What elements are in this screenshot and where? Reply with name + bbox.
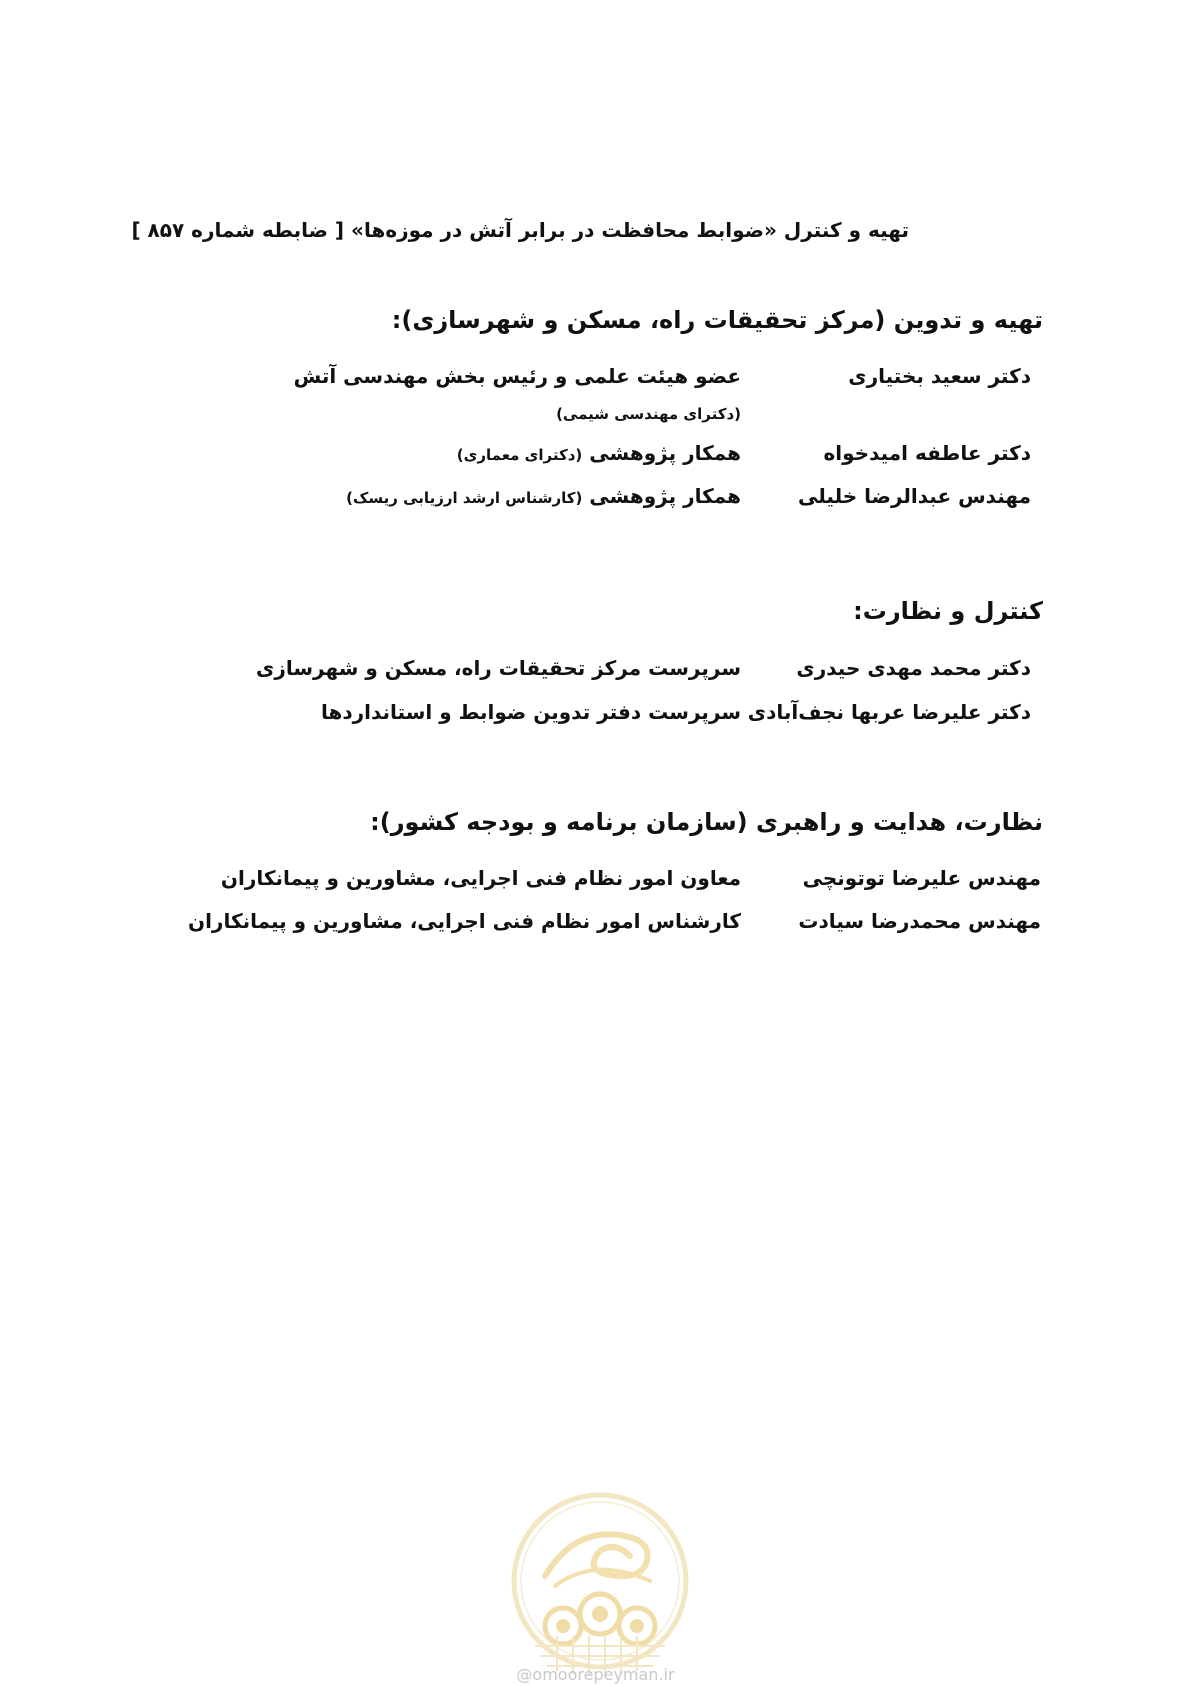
person-name: مهندس علیرضا توتونچی — [802, 866, 1041, 890]
section-title-control: کنترل و نظارت: — [853, 597, 1043, 625]
watermark-logo-icon — [505, 1486, 695, 1686]
person-name: مهندس محمدرضا سیادت — [798, 909, 1041, 933]
person-role: کارشناس امور نظام فنی اجرایی، مشاورین و پیمانکاران — [188, 909, 741, 933]
person-name: دکتر علیرضا عربها نجف‌آبادی — [747, 700, 1031, 724]
credit-row — [131, 441, 1031, 473]
person-name: دکتر سعید بختیاری — [848, 364, 1031, 388]
credit-row — [131, 700, 1031, 732]
person-name: دکتر محمد مهدی حیدری — [796, 656, 1031, 680]
role-note: (دکترای معماری) — [456, 446, 583, 464]
person-role — [346, 484, 741, 508]
role-title: همکار پژوهشی — [589, 484, 741, 508]
person-name: مهندس عبدالرضا خلیلی — [798, 484, 1031, 508]
document-title: تهیه و کنترل «ضوابط محافظت در برابر آتش در موزه‌ها» [ ضابطه شماره ۸۵۷ ] — [131, 218, 909, 242]
person-role — [457, 441, 741, 465]
person-role: معاون امور نظام فنی اجرایی، مشاورین و پیمانکاران — [220, 866, 741, 890]
person-role: عضو هیئت علمی و رئیس بخش مهندسی آتش — [293, 364, 741, 388]
credit-row — [131, 484, 1031, 516]
credit-row — [131, 364, 1031, 396]
role-note: (کارشناس ارشد ارزیابی ریسک) — [346, 489, 583, 507]
section-title-supervision: نظارت، هدایت و راهبری (سازمان برنامه و بودجه کشور): — [370, 808, 1043, 836]
person-degree-note: (دکترای مهندسی شیمی) — [556, 405, 741, 423]
watermark-website: @omoorepeyman.ir — [516, 1665, 675, 1684]
credit-row — [131, 866, 1041, 898]
credit-row — [131, 909, 1041, 941]
credit-row — [131, 656, 1031, 688]
person-name: دکتر عاطفه امیدخواه — [823, 441, 1031, 465]
person-role: سرپرست مرکز تحقیقات راه، مسکن و شهرسازی — [256, 656, 741, 680]
person-role: سرپرست دفتر تدوین ضوابط و استانداردها — [320, 700, 741, 724]
section-title-preparation: تهیه و تدوین (مرکز تحقیقات راه، مسکن و شهرسازی): — [391, 306, 1043, 334]
role-title: همکار پژوهشی — [589, 441, 741, 465]
